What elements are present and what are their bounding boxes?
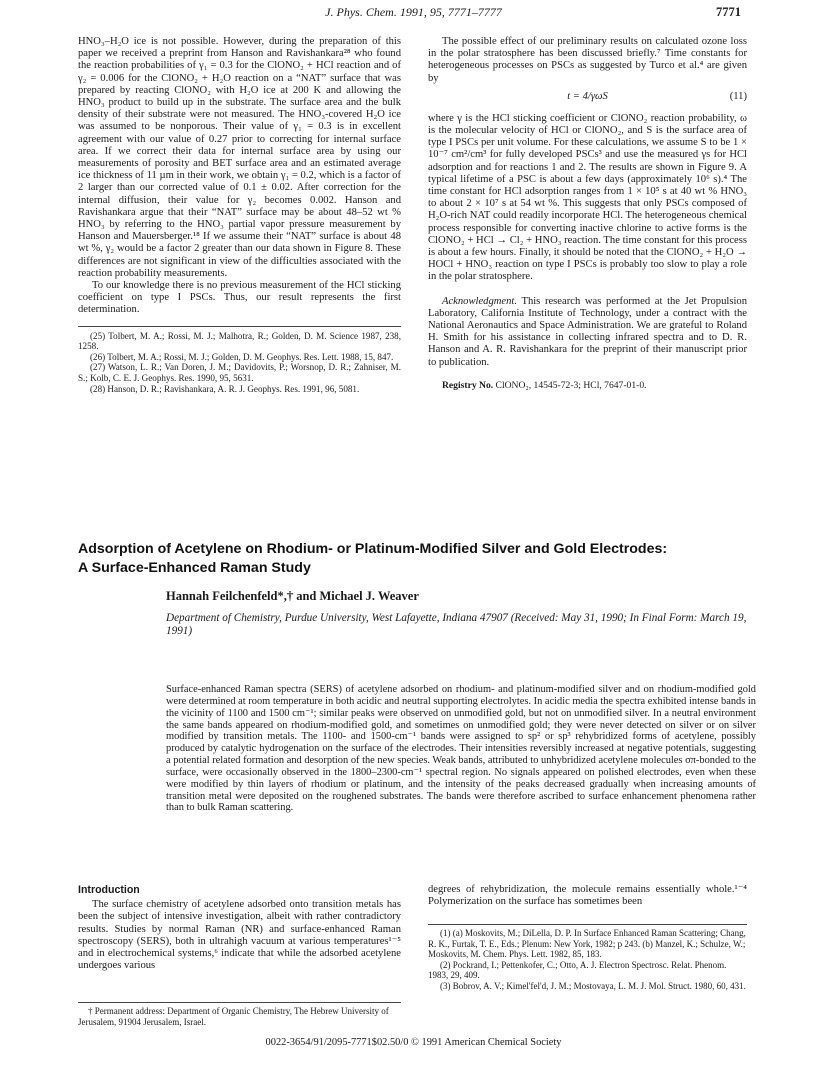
journal-citation: J. Phys. Chem. 1991, 95, 7771–7777: [325, 5, 502, 19]
article-references: [428, 924, 747, 992]
equation-number: (11): [729, 90, 747, 102]
reference-26: (26) Tolbert, M. A.; Rossi, M. J.; Golden, D. M. Geophys. Res. Lett. 1988, 15, 847.: [90, 351, 394, 362]
page-number: 7771: [716, 5, 741, 19]
introduction-heading: Introduction: [78, 884, 140, 896]
registry-numbers: [428, 380, 747, 392]
acknowledgment-text: This research was performed at the Jet Propulsion Laboratory, California Institute of Technology, under a contract with the National Aeronautics and Space Administration. We are grateful to Roland H. Smith for his assistance in collecting infrared spectra and to D. R. Hanson and A. R. Ravishankara for the preprint of their manuscript prior to publication.: [428, 295, 747, 368]
reference-1: (1) (a) Moskovits, M.; DiLella, D. P. In Surface Enhanced Raman Scattering; Chang, R. K., Furtak, T. E., Eds.; Plenum: New York, 1982; p 243. (b) Manzel, K.; Schulze, W.; Moskovits, M. Chem. Phys. Lett. 1982, 85, 183.: [428, 928, 746, 960]
footnote-text: † Permanent address: Department of Organic Chemistry, The Hebrew University of Jerusalem, 91904 Jerusalem, Israel.: [78, 1006, 389, 1027]
introduction-continuation: degrees of rehybridization, the molecule remains essentially whole.¹⁻⁴ Polymerization on the surface has sometimes been: [428, 884, 747, 908]
left-column: [78, 36, 401, 394]
article-affiliation: Department of Chemistry, Purdue University, West Lafayette, Indiana 47907 (Received: May 31, 1990; In Final Form: March 19, 1991): [166, 612, 747, 637]
introduction-right: [428, 884, 747, 908]
registry-label: Registry No.: [442, 379, 494, 391]
registry-text: ClONO₂, 14545-72-3; HCl, 7647-01-0.: [493, 379, 647, 391]
reference-3: (3) Bobrov, A. V.; Kimel'fel'd, J. M.; Mostovaya, L. M. J. Mol. Struct. 1980, 60, 431.: [440, 980, 746, 991]
right-paragraph-1: The possible effect of our preliminary results on calculated ozone loss in the polar stratosphere has been discussed briefly.⁷ Time constants for heterogeneous processes on PSCs as suggested by Turco et al.⁴ are given by: [428, 36, 747, 84]
article-authors: Hannah Feilchenfeld*,† and Michael J. Weaver: [166, 589, 419, 603]
reference-25: (25) Tolbert, M. A.; Rossi, M. J.; Malhotra, R.; Golden, D. M. Science 1987, 238, 1258.: [78, 330, 401, 352]
right-column: [428, 36, 747, 392]
acknowledgment-label: Acknowledgment.: [442, 295, 518, 307]
article-title: [78, 540, 758, 578]
equation-body: t = 4/γωS: [567, 90, 608, 102]
page-footer: 0022-3654/91/2095-7771$02.50/0 © 1991 American Chemical Society: [265, 1037, 562, 1048]
equation-11: [428, 91, 747, 107]
reference-2: (2) Pockrand, I.; Pettenkofer, C.; Otto, A. J. Electron Spectrosc. Relat. Phenom. 1983, 29, 409.: [428, 959, 727, 981]
article-abstract: Surface-enhanced Raman spectra (SERS) of acetylene adsorbed on rhodium- and platinum-modified silver and on rhodium-modified gold were determined at room temperature in both acidic and neutral supporting electrolytes. In acidic media the spectra exhibited intense bands in the vicinity of 1100 and 1500 cm⁻¹; similar peaks were observed on unmodified gold, but not on unmodified silver. In a neutral environment the same bands appeared on rhodium-modified gold, and sometimes on unmodified gold; they were never detected on silver or on silver modified by transition metals. The 1100- and 1500-cm⁻¹ bands were assigned to sp² or sp³ rehybridized forms of acetylene, possibly produced by catalytic hydrogenation on the surface of the electrodes. Their intensities reversibly increased at negative potentials, suggesting a potential related formation and desorption of the new species. Weak bands, attributed to unhybridized acetylene molecules σπ-bonded to the surface, were occasionally observed in the 1800–2300-cm⁻¹ spectral region. No signals appeared on polished electrodes, even when these were modified by thin layers of rhodium or platinum, and the intensity of the peaks decreased gradually when increasing amounts of transition metal were deposited on the roughened substrates. The bands were therefore ascribed to surface enhancement phenomena rather than to bulk Raman scattering.: [166, 684, 756, 814]
reference-27: (27) Watson, L. R.; Van Doren, J. M.; Davidovits, P.; Worsnop, D. R.; Zahniser, M. S.; Kolb, C. E. J. Geophys. Res. 1990, 95, 5631.: [78, 362, 401, 384]
left-paragraph-2: To our knowledge there is no previous measurement of the HCl sticking coefficient on type I PSCs. Thus, our result represents the first determination.: [78, 280, 401, 316]
article-title-line-1: Adsorption of Acetylene on Rhodium- or Platinum-Modified Silver and Gold Electrodes:: [78, 541, 668, 557]
left-paragraph-1: HNO₃–H₂O ice is not possible. However, during the preparation of this paper we received a preprint from Hanson and Ravishankara²⁸ who found the reaction probabilities of γ₁ = 0.3 for the ClONO₂ + HCl reaction and of γ₂ = 0.006 for the ClONO₂ + H₂O reaction on a “NAT” surface that was prepared by reacting ClONO₂ with H₂O ice at 200 K and allowing the HNO₃ product to build up in the substrate. The surface area and the bulk density of their substrate were not measured. The HNO₃-covered H₂O ice was assumed to be nonporous. Their value of γ₁ = 0.3 is in excellent agreement with our value of 0.27 prior to correcting for internal surface area. If we correct their data for internal surface area by using our measurements of porosity and BET surface area and an estimated average ice thickness of 11 µm in their work, we obtain γ₁ = 0.2, which is a factor of 2 larger than our corrected value of 0.1 ± 0.02. After correction for the internal diffusion, their value for γ₂ becomes 0.002. Hanson and Ravishankara argue that their “NAT” surface may be about 48–52 wt % HNO₃ by referring to the HNO₃ partial vapor pressure measurement by Hanson and Mauersberger.¹⁸ If we assume their “NAT” surface is about 48 wt %, γ₂ would be a factor 2 greater than our data shown in Figure 8. These differences are not significant in view of the difficulties associated with the reaction probability measurements.: [78, 36, 401, 279]
running-head: [0, 3, 827, 23]
reference-28: (28) Hanson, D. R.; Ravishankara, A. R. J. Geophys. Res. 1991, 96, 5081.: [90, 383, 360, 394]
left-references: [78, 326, 401, 395]
author-footnote: [78, 1002, 401, 1027]
introduction-left: [78, 884, 401, 972]
introduction-paragraph: The surface chemistry of acetylene adsorbed onto transition metals has been the subject of intensive investigation, albeit with rather contradictory results. Studies by normal Raman (NR) and surface-enhanced Raman spectroscopy (SERS), both in ultrahigh vacuum at various temperatures¹⁻⁵ and in electrochemical systems,⁶ indicate that while the adsorbed acetylene undergoes various: [78, 899, 401, 972]
acknowledgment: [428, 296, 747, 369]
right-paragraph-2: where γ is the HCl sticking coefficient or ClONO₂ reaction probability, ω is the molecular velocity of HCl or ClONO₂, and S is the surface area of type I PSCs per unit volume. For these calculations, we assume S to be 1 × 10⁻⁷ cm²/cm³ for fully developed PSCs³ and use the measured γs for HCl adsorption and for reactions 1 and 2. The results are shown in Figure 9. A typical lifetime of a PSC is about a few days (approximately 10⁶ s).⁴ The time constant for HCl adsorption ranges from 1 × 10⁵ s at 40 wt % HNO₃ to about 2 × 10⁷ s at 54 wt %. This suggests that only PSCs composed of H₂O-rich NAT could readily incorporate HCl. The heterogeneous chemical process responsible for converting inactive chlorine to active forms is the ClONO₂ + HCl → Cl₂ + HNO₃ reaction. The time constant for this process is about a few hours. Finally, it should be noted that the ClONO₂ + H₂O → HOCl + HNO₃ reaction on type I PSCs is probably too slow to play a role in the polar stratosphere.: [428, 112, 747, 283]
article-title-line-2: A Surface-Enhanced Raman Study: [78, 560, 311, 576]
